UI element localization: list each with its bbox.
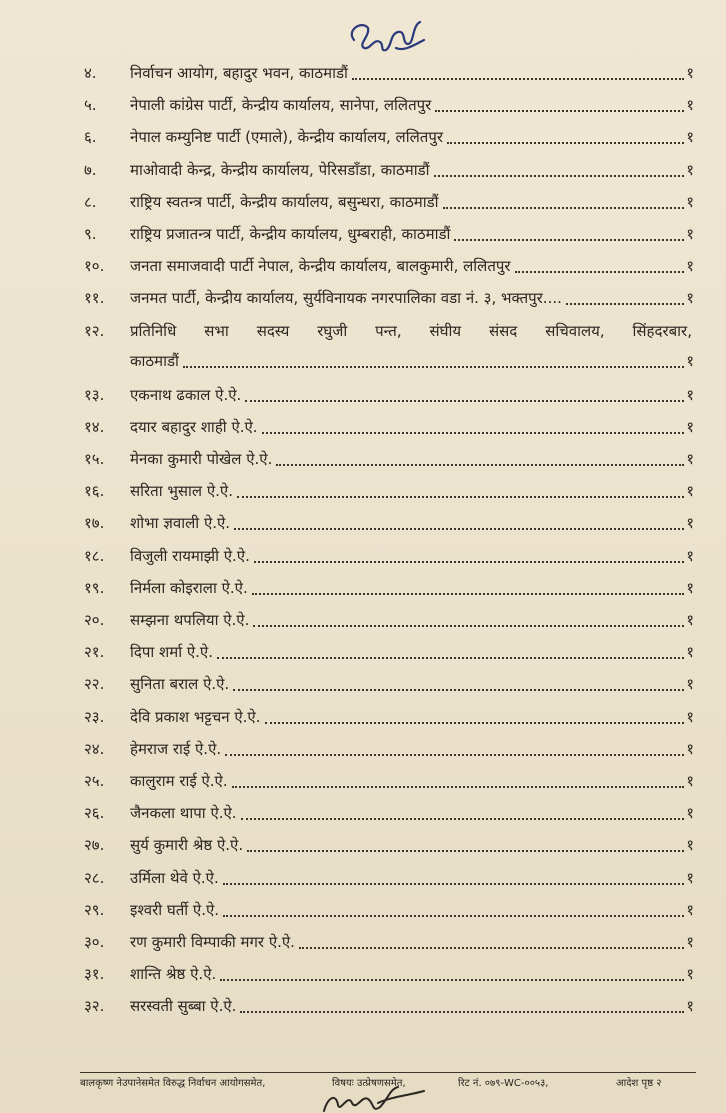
- item-number: २५.: [84, 772, 105, 790]
- item-line: [130, 283, 694, 313]
- item-number: ९.: [84, 225, 97, 243]
- page-number: १: [686, 997, 694, 1016]
- page-number: १: [686, 482, 694, 501]
- list-item: [0, 766, 726, 796]
- item-text: माओवादी केन्द्र, केन्द्रीय कार्यालय, पेरिसडाँडा, काठमाडौं: [130, 160, 430, 179]
- item-word: संसद: [489, 321, 518, 340]
- dot-leader: [299, 945, 684, 949]
- page-number: १: [686, 289, 694, 308]
- item-number: ४.: [84, 64, 97, 82]
- page-number: १: [686, 546, 694, 565]
- item-number: १०.: [84, 257, 105, 276]
- list-item: [0, 991, 726, 1021]
- dot-leader: [234, 526, 684, 530]
- item-number: १६.: [84, 482, 105, 501]
- page-number: १: [686, 836, 694, 855]
- dot-leader: [447, 140, 684, 144]
- dot-leader: [220, 977, 684, 981]
- item-text: देवि प्रकाश भट्टचन ऐ.ऐ.: [130, 707, 261, 726]
- page-number: १: [686, 225, 694, 243]
- item-text: नेपाल कम्युनिष्ट पार्टी (एमाले), केन्द्रीय कार्यालय, ललितपुर: [130, 128, 443, 147]
- dot-leader: [253, 623, 684, 627]
- list-item: [0, 959, 726, 989]
- footer-case-title: बालकृष्ण नेउपानेसमेत विरुद्ध निर्वाचन आयोगसमेत,: [80, 1078, 266, 1089]
- page-number: १: [686, 965, 694, 984]
- item-line: [130, 573, 694, 603]
- page-number: १: [686, 675, 694, 694]
- list-item: [0, 669, 726, 699]
- dot-leader: [225, 752, 684, 756]
- list-item: [0, 412, 726, 442]
- item-number: २२.: [84, 675, 105, 694]
- dot-leader: [240, 1009, 684, 1013]
- list-item: [0, 380, 726, 410]
- item-text: नेपाली कांग्रेस पार्टी, केन्द्रीय कार्यालय, सानेपा, ललितपुर: [130, 96, 432, 115]
- list-item: [0, 927, 726, 957]
- footer-order-page: आदेश पृष्ठ २: [616, 1078, 662, 1089]
- list-item: [0, 830, 726, 860]
- item-word: सभा: [204, 321, 229, 340]
- item-text: सरिता भुसाल ऐ.ऐ.: [130, 482, 233, 501]
- page-number: १: [686, 772, 694, 790]
- item-word: प्रतिनिधि: [130, 321, 177, 340]
- page-number: १: [686, 643, 694, 662]
- page-number: १: [686, 578, 694, 597]
- page-number: १: [686, 385, 694, 404]
- item-text: विजुली रायमाझी ऐ.ऐ.: [130, 546, 250, 565]
- item-number: ३२.: [84, 997, 105, 1016]
- dot-leader: [247, 848, 684, 852]
- dot-leader: [435, 108, 684, 112]
- list-item: [0, 605, 726, 635]
- item-text: निर्वाचन आयोग, बहादुर भवन, काठमाडौं: [130, 64, 348, 82]
- item-line: [130, 541, 694, 571]
- list-item: [0, 58, 726, 88]
- list-item: [0, 219, 726, 249]
- item-number: ८.: [84, 192, 97, 211]
- item-line: [130, 187, 694, 217]
- item-word: पन्त,: [375, 321, 402, 340]
- item-number: ६.: [84, 128, 97, 147]
- list-item: [0, 573, 726, 603]
- dot-leader: [223, 881, 684, 885]
- item-text: हेमराज राई ऐ.ऐ.: [130, 739, 222, 758]
- item-line: [130, 734, 694, 764]
- dot-leader: [566, 301, 684, 305]
- page-number: १: [686, 450, 694, 468]
- item-line: [130, 58, 694, 88]
- dot-leader: [241, 816, 685, 820]
- item-line: [130, 219, 694, 249]
- list-item: [0, 283, 726, 313]
- item-line: [130, 346, 694, 376]
- item-text: एकनाथ ढकाल ऐ.ऐ.: [130, 385, 242, 404]
- list-item: [0, 508, 726, 538]
- item-word: सिंहदरबार,: [632, 321, 692, 340]
- page-number: १: [686, 417, 694, 436]
- item-number: २६.: [84, 804, 105, 823]
- page-number: १: [686, 804, 694, 823]
- item-text: शान्ति श्रेष्ठ ऐ.ऐ.: [130, 965, 217, 984]
- dot-leader: [223, 913, 684, 917]
- item-number: ५.: [84, 96, 97, 115]
- page-number: १: [686, 900, 694, 919]
- item-word: रघुजी: [317, 321, 348, 340]
- item-word: सचिवालय,: [545, 321, 605, 340]
- list-item: [0, 734, 726, 764]
- item-line: [130, 444, 694, 474]
- page-number: १: [686, 868, 694, 887]
- list-item: [0, 90, 726, 120]
- page-number: १: [686, 160, 694, 179]
- dot-leader: [434, 173, 685, 177]
- page-number: १: [686, 351, 694, 370]
- dot-leader: [233, 687, 684, 691]
- item-text: रण कुमारी विम्पाकी मगर ऐ.ऐ.: [130, 933, 295, 951]
- item-number: १९.: [84, 578, 105, 597]
- item-number: १३.: [84, 385, 105, 404]
- dot-leader: [252, 591, 684, 595]
- item-text: शोभा ज्ञवाली ऐ.ऐ.: [130, 514, 231, 533]
- item-number: १८.: [84, 546, 105, 565]
- item-number: ३०.: [84, 933, 105, 951]
- item-word: संघीय: [429, 321, 462, 340]
- page-number: १: [686, 611, 694, 629]
- page-number: १: [686, 128, 694, 147]
- item-number: २८.: [84, 868, 105, 887]
- item-number: ११.: [84, 289, 105, 308]
- item-number: १२.: [84, 321, 105, 340]
- item-line: [130, 959, 694, 989]
- item-line: [130, 991, 694, 1021]
- list-item: [0, 187, 726, 217]
- item-text: मेनका कुमारी पोखेल ऐ.ऐ.: [130, 450, 273, 468]
- item-line: [130, 637, 694, 667]
- item-number: २७.: [84, 836, 105, 855]
- item-text: इश्वरी घर्ती ऐ.ऐ.: [130, 900, 220, 919]
- dot-leader: [352, 76, 684, 80]
- item-number: २०.: [84, 611, 105, 629]
- item-line: [130, 798, 694, 828]
- dot-leader: [265, 720, 685, 724]
- item-text: दिपा शर्मा ऐ.ऐ.: [130, 643, 213, 662]
- page-number: १: [686, 514, 694, 533]
- item-number: २१.: [84, 643, 105, 662]
- item-number: ७.: [84, 160, 97, 179]
- page-number: १: [686, 933, 694, 951]
- item-line: [130, 412, 694, 442]
- footer-writ-number: रिट नं. ०७९-WC-००५३,: [458, 1078, 549, 1089]
- page-number: १: [686, 257, 694, 276]
- item-line: [130, 830, 694, 860]
- dot-leader: [217, 655, 684, 659]
- page-number: १: [686, 707, 694, 726]
- item-number: १७.: [84, 514, 105, 533]
- item-text: सुनिता बराल ऐ.ऐ.: [130, 675, 230, 694]
- item-text-line1: [130, 316, 692, 346]
- item-line: [130, 605, 694, 635]
- item-text: उर्मिला थेवे ऐ.ऐ.: [130, 868, 219, 887]
- item-text: जैनकला थापा ऐ.ऐ.: [130, 804, 237, 823]
- item-text: सरस्वती सुब्बा ऐ.ऐ.: [130, 997, 237, 1016]
- list-item: [0, 702, 726, 732]
- item-line: [130, 122, 694, 152]
- item-number: ३१.: [84, 965, 105, 984]
- handwritten-signature-top: [340, 14, 430, 60]
- item-line: [130, 476, 694, 506]
- item-number: २३.: [84, 707, 105, 726]
- dot-leader: [262, 430, 685, 434]
- item-text: राष्ट्रिय प्रजातन्त्र पार्टी, केन्द्रीय कार्यालय, धुम्बराही, काठमाडौं: [130, 225, 451, 243]
- dot-leader: [232, 784, 685, 788]
- item-number: २९.: [84, 900, 105, 919]
- dot-leader: [276, 462, 684, 466]
- item-line: [130, 251, 694, 281]
- item-text: काठमाडौं: [130, 351, 179, 370]
- item-line: [130, 927, 694, 957]
- item-line: [130, 380, 694, 410]
- page-number: १: [686, 96, 694, 115]
- item-text: कालुराम राई ऐ.ऐ.: [130, 772, 228, 790]
- item-number: १५.: [84, 450, 105, 468]
- item-line: [130, 863, 694, 893]
- item-text: जनता समाजवादी पार्टी नेपाल, केन्द्रीय कार्यालय, बालकुमारी, ललितपुर: [130, 257, 511, 276]
- item-line: [130, 508, 694, 538]
- dot-leader: [245, 398, 684, 402]
- dot-leader: [254, 559, 684, 563]
- list-item: [0, 444, 726, 474]
- item-text: सम्झना थपलिया ऐ.ऐ.: [130, 611, 250, 629]
- item-line: [130, 90, 694, 120]
- handwritten-signature-bottom: [318, 1083, 428, 1113]
- page-number: १: [686, 739, 694, 758]
- dot-leader: [237, 494, 684, 498]
- item-number: २४.: [84, 739, 105, 758]
- list-item: [0, 122, 726, 152]
- item-number: १४.: [84, 417, 105, 436]
- item-word: सदस्य: [256, 321, 290, 340]
- list-item: [0, 155, 726, 185]
- dot-leader: [454, 237, 684, 241]
- item-line: [130, 702, 694, 732]
- dot-leader: [183, 364, 684, 368]
- item-line: [130, 895, 694, 925]
- list-item: [0, 541, 726, 571]
- item-text: निर्मला कोइराला ऐ.ऐ.: [130, 578, 248, 597]
- item-text: दयार बहादुर शाही ऐ.ऐ.: [130, 417, 258, 436]
- item-text: जनमत पार्टी, केन्द्रीय कार्यालय, सुर्यविनायक नगरपालिका वडा नं. ३, भक्तपुर....: [130, 289, 562, 308]
- item-line: [130, 669, 694, 699]
- list-item: [0, 316, 726, 376]
- item-text: सुर्य कुमारी श्रेष्ठ ऐ.ऐ.: [130, 836, 244, 855]
- page-number: १: [686, 192, 694, 211]
- list-item: [0, 863, 726, 893]
- list-item: [0, 895, 726, 925]
- item-line: [130, 766, 694, 796]
- list-item: [0, 251, 726, 281]
- dot-leader: [443, 205, 685, 209]
- list-item: [0, 476, 726, 506]
- list-item: [0, 637, 726, 667]
- item-text: राष्ट्रिय स्वतन्त्र पार्टी, केन्द्रीय कार्यालय, बसुन्धरा, काठमाडौं: [130, 192, 439, 211]
- item-line: [130, 155, 694, 185]
- footer-subject: विषयः उत्प्रेषणसमेत,: [332, 1078, 406, 1089]
- page-number: १: [686, 64, 694, 82]
- dot-leader: [515, 269, 685, 273]
- list-item: [0, 798, 726, 828]
